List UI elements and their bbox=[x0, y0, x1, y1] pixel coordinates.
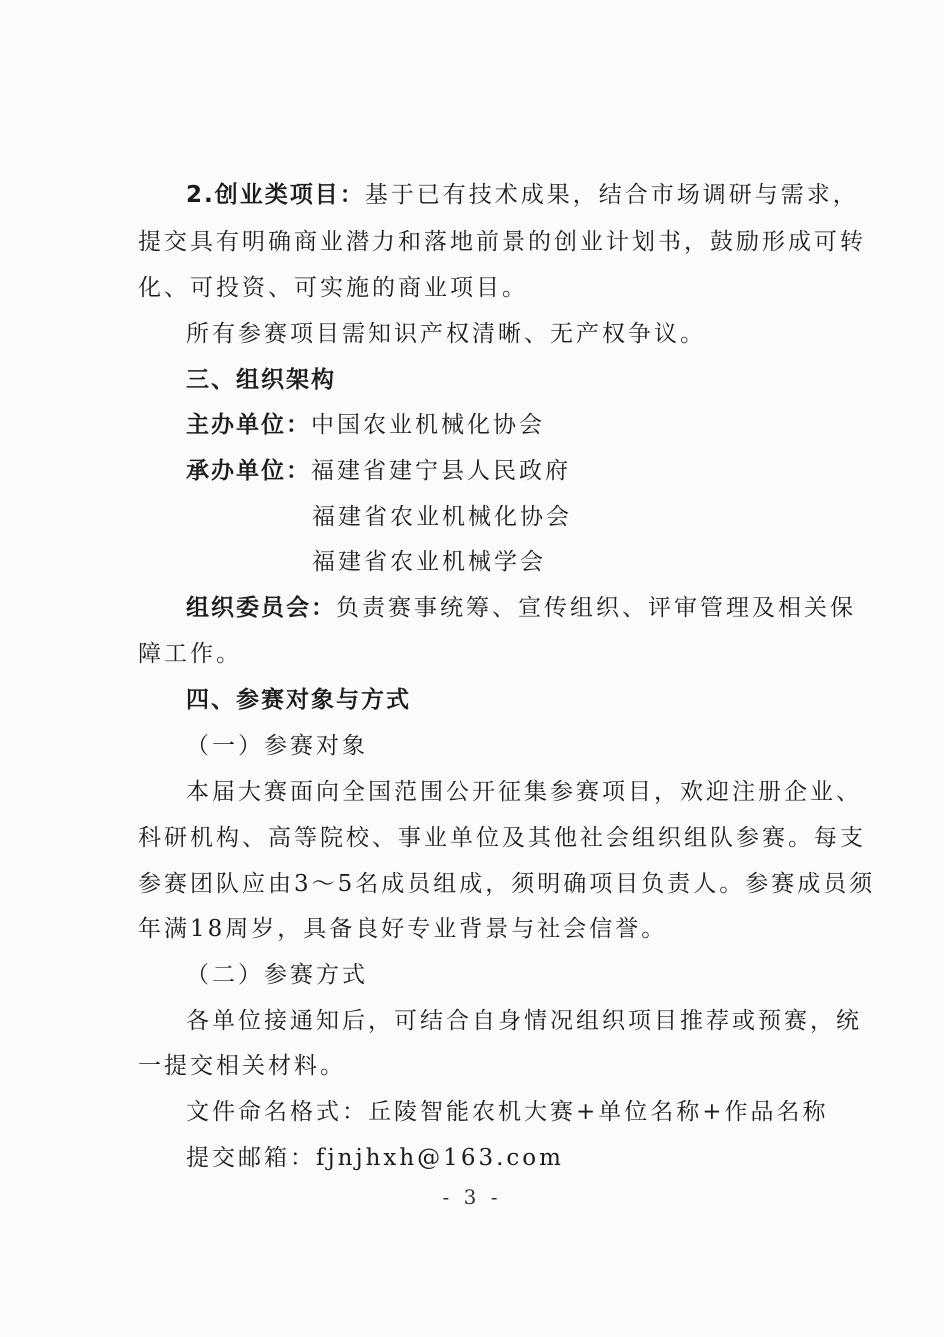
organizer-3: 福建省农业机械学会 bbox=[312, 549, 546, 575]
committee-text: 负责赛事统筹、宣传组织、评审管理及相关保 bbox=[336, 595, 856, 621]
sub2-line1: 各单位接通知后，可结合自身情况组织项目推荐或预赛，统 bbox=[186, 1008, 862, 1034]
startup-projects-line1 bbox=[186, 180, 886, 210]
naming-format: 文件命名格式：丘陵智能农机大赛+单位名称+作品名称 bbox=[186, 1099, 829, 1125]
sub1-title: （一）参赛对象 bbox=[186, 733, 368, 759]
sub1-line4: 年满18周岁，具备良好专业背景与社会信誉。 bbox=[138, 916, 668, 942]
host-value: 中国农业机械化协会 bbox=[311, 412, 545, 438]
committee-text-line2: 障工作。 bbox=[138, 641, 242, 667]
organizer-label: 承办单位： bbox=[186, 458, 311, 484]
sub1-line3: 参赛团队应由3～5名成员组成，须明确项目负责人。参赛成员须 bbox=[138, 871, 876, 897]
sub1-line1: 本届大赛面向全国范围公开征集参赛项目，欢迎注册企业、 bbox=[186, 779, 862, 805]
organizer-row bbox=[186, 456, 886, 486]
host-label: 主办单位： bbox=[186, 412, 311, 438]
startup-projects-heading: 2.创业类项目： bbox=[186, 182, 365, 208]
committee-row bbox=[186, 593, 886, 623]
organizer-2: 福建省农业机械化协会 bbox=[312, 504, 572, 530]
committee-label: 组织委员会： bbox=[186, 595, 336, 621]
submission-email: 提交邮箱：fjnjhxh@163.com bbox=[186, 1145, 564, 1171]
sub2-line2: 一提交相关材料。 bbox=[138, 1053, 346, 1079]
organizer-1: 福建省建宁县人民政府 bbox=[311, 458, 571, 484]
section3-title: 三、组织架构 bbox=[186, 367, 336, 393]
ip-note: 所有参赛项目需知识产权清晰、无产权争议。 bbox=[186, 321, 706, 347]
page-number: - 3 - bbox=[442, 1185, 502, 1209]
host-row bbox=[186, 410, 886, 440]
section4-title: 四、参赛对象与方式 bbox=[186, 687, 411, 713]
sub1-line2: 科研机构、高等院校、事业单位及其他社会组织组队参赛。每支 bbox=[138, 825, 866, 851]
startup-projects-text: 基于已有技术成果，结合市场调研与需求， bbox=[364, 182, 859, 208]
startup-projects-line2: 提交具有明确商业潜力和落地前景的创业计划书，鼓励形成可转 bbox=[138, 229, 866, 255]
startup-projects-line3: 化、可投资、可实施的商业项目。 bbox=[138, 275, 528, 301]
sub2-title: （二）参赛方式 bbox=[186, 962, 368, 988]
